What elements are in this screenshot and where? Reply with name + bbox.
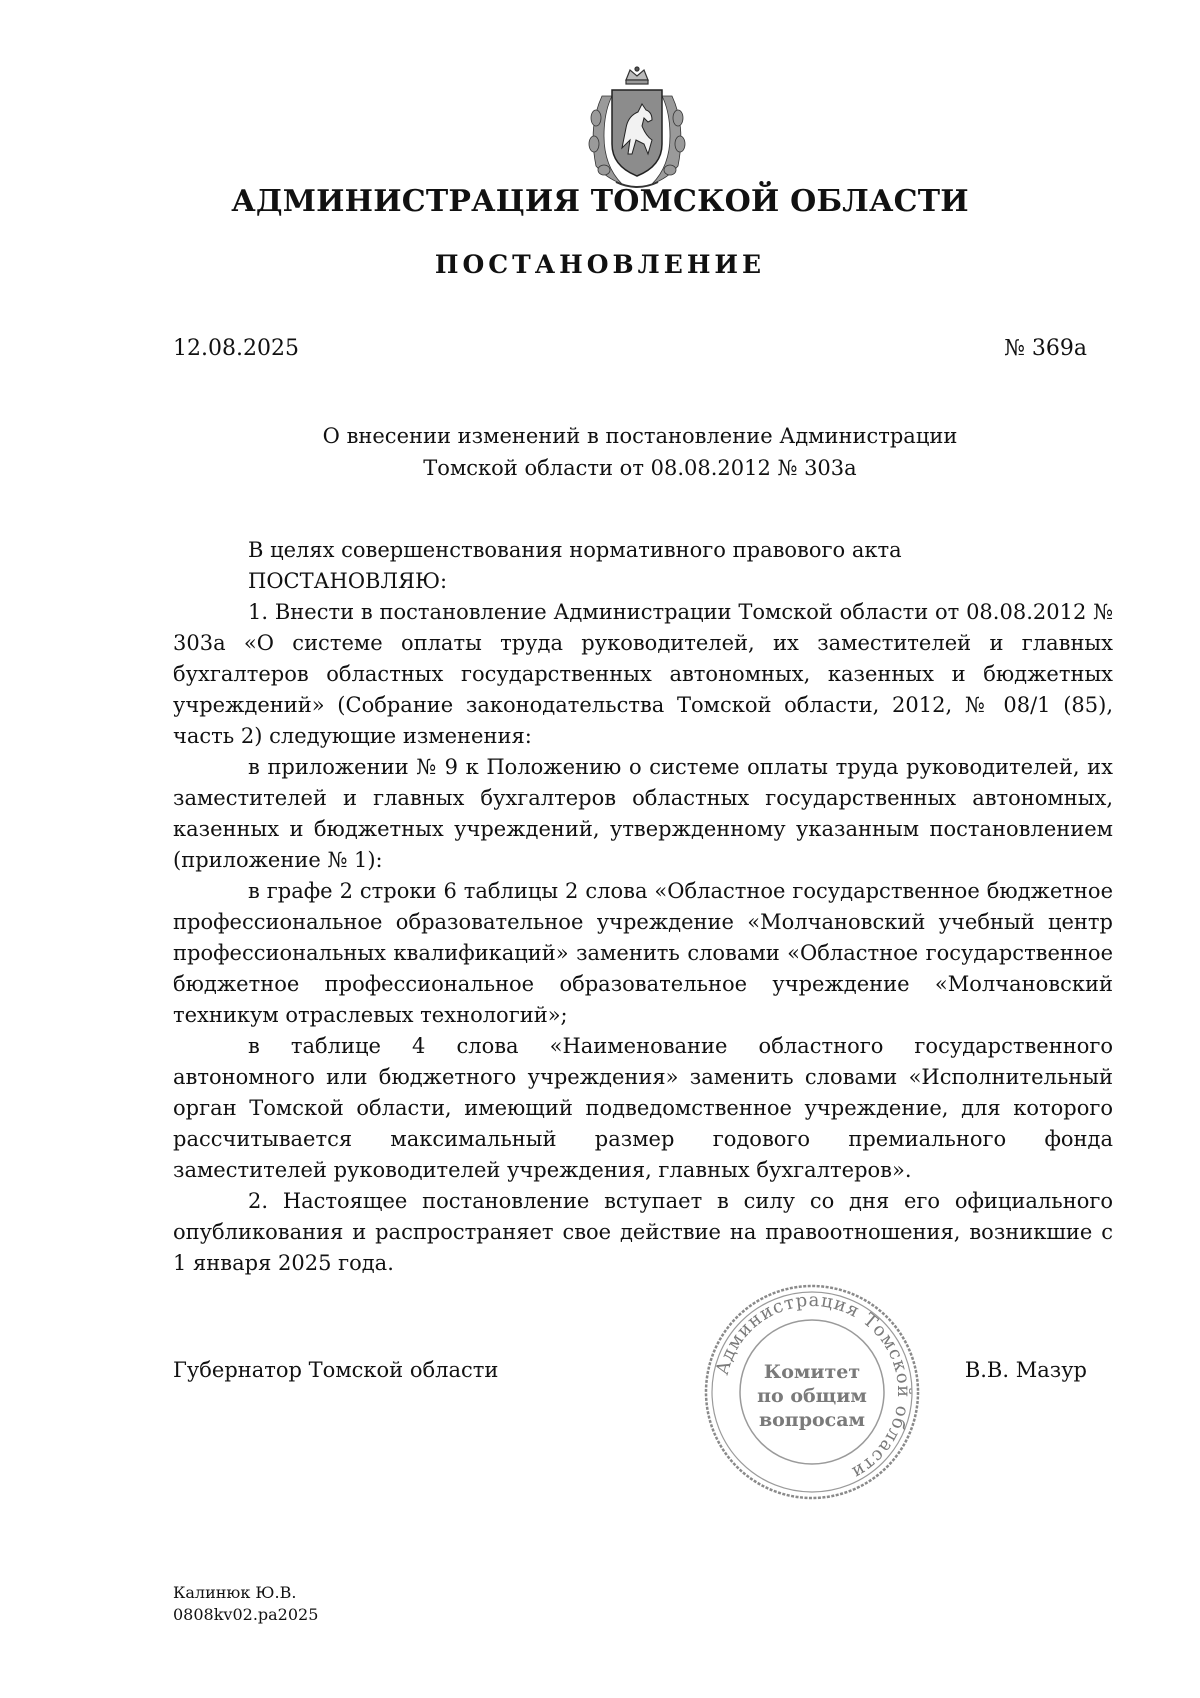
document-date: 12.08.2025 [173, 336, 299, 361]
document-number: № 369а [1004, 336, 1087, 361]
item-1-paragraph: 1. Внести в постановление Администрации Томской области от 08.08.2012 № 303а «О системе оплаты труда руководителей, их заместителей и главных бухгалтеров областных государственных автономных, казенных и бюджетных учреждений» (Собрание законодательства Томской области, 2012, № 08/1 (85), часть 2) следующие изменения: [173, 600, 1113, 748]
official-stamp [700, 1280, 924, 1504]
signer-title: Губернатор Томской области [173, 1358, 499, 1382]
stamp-ring-text: Администрация Томской области [711, 1289, 915, 1484]
organization-title: АДМИНИСТРАЦИЯ ТОМСКОЙ ОБЛАСТИ [231, 184, 969, 219]
stamp-center-line-1: Комитет [763, 1361, 861, 1383]
intro-paragraph: В целях совершенствования нормативного правового акта [248, 538, 902, 562]
item-2-paragraph: 2. Настоящее постановление вступает в силу со дня его официального опубликования и распространяет свое действие на правоотношения, возникшие с 1 января 2025 года. [173, 1189, 1113, 1275]
stamp-center-line-2: по общим [757, 1385, 867, 1407]
item-1-sub-3-paragraph: в таблице 4 слова «Наименование областного государственного автономного или бюджетного учреждения» заменить словами «Исполнительный орган Томской области, имеющий подведомственное учреждение, для которого рассчитывается максимальный размер годового премиального фонда заместителей руководителей учреждения, главных бухгалтеров». [173, 1034, 1113, 1182]
signer-name: В.В. Мазур [964, 1358, 1087, 1382]
document-body [173, 535, 1113, 1279]
executor-block [173, 1582, 318, 1626]
decree-word: ПОСТАНОВЛЯЮ: [248, 569, 448, 593]
document-type-heading: ПОСТАНОВЛЕНИЕ [434, 250, 766, 279]
tomsk-coat-of-arms-icon [582, 66, 692, 192]
executor-file-code: 0808kv02.pa2025 [173, 1605, 319, 1624]
item-1-sub-2-paragraph: в графе 2 строки 6 таблицы 2 слова «Областное государственное бюджетное профессиональное образовательное учреждение «Молчановский учебный центр профессиональных квалификаций» заменить словами «Областное государственное бюджетное профессиональное образовательное учреждение «Молчановский техникум отраслевых технологий»; [173, 879, 1113, 1027]
document-subject [250, 420, 1030, 484]
subject-line-1: О внесении изменений в постановление Администрации [322, 424, 958, 448]
stamp-center-line-3: вопросам [758, 1409, 866, 1431]
item-1-sub-1-paragraph: в приложении № 9 к Положению о системе оплаты труда руководителей, их заместителей и главных бухгалтеров областных государственных автономных, казенных и бюджетных учреждений, утвержденному указанным постановлением (приложение № 1): [173, 755, 1113, 872]
executor-name: Калинюк Ю.В. [173, 1583, 297, 1602]
subject-line-2: Томской области от 08.08.2012 № 303а [423, 456, 857, 480]
